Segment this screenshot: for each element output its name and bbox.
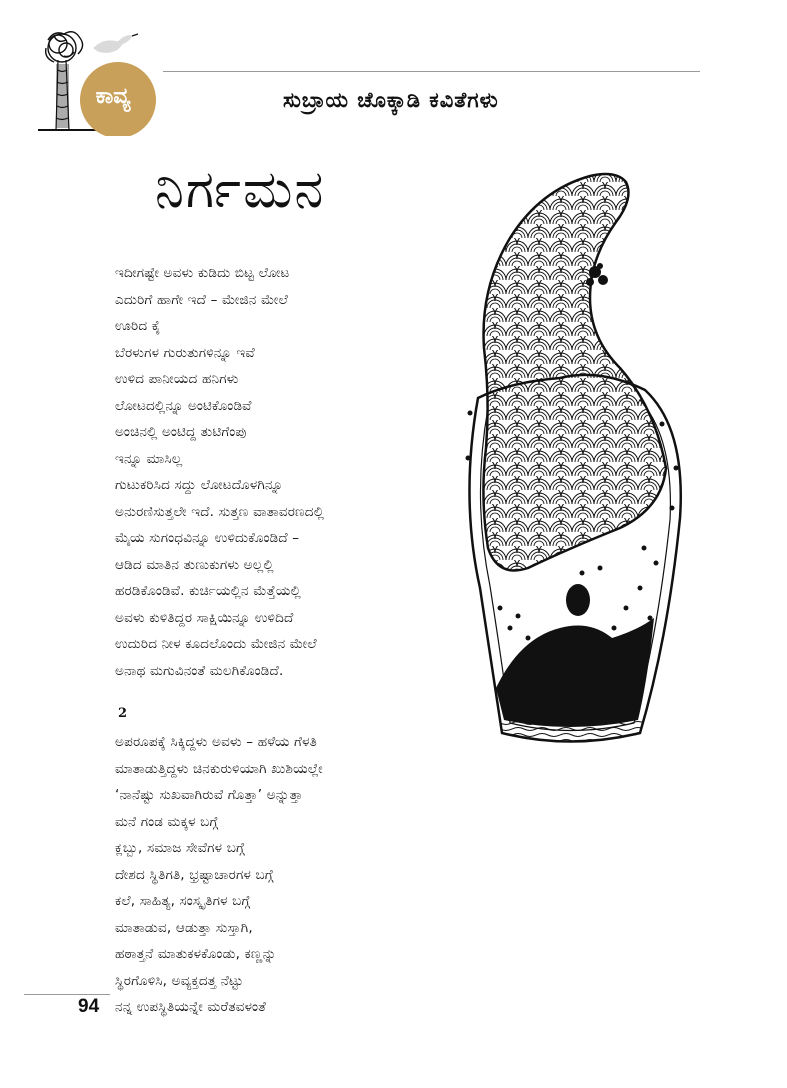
poem-line: ಎದುರಿಗೆ ಹಾಗೇ ಇದೆ – ಮೇಜಿನ ಮೇಲೆ <box>115 291 288 308</box>
poem-line: ದೇಶದ ಸ್ಥಿತಿಗತಿ, ಭ್ರಷ್ಟಾಚಾರಗಳ ಬಗ್ಗೆ <box>115 866 274 883</box>
poem-line: ಲೋಟದಲ್ಲಿನ್ನೂ ಅಂಟಿಕೊಂಡಿವೆ <box>115 397 252 414</box>
poem-line: ‘ನಾನೆಷ್ಟು ಸುಖವಾಗಿರುವೆ ಗೊತ್ತಾ’ ಅನ್ನುತ್ತಾ <box>115 787 303 803</box>
header-divider <box>163 71 700 72</box>
tree-bird-logo-icon <box>36 26 164 136</box>
kavya-logo <box>36 26 164 136</box>
poem-line: ಅಪರೂಪಕ್ಕೆ ಸಿಕ್ಕಿದ್ದಳು ಅವಳು – ಹಳೆಯ ಗೆಳತಿ <box>115 734 317 750</box>
poem-line: ಊರಿದ ಕೈ <box>115 318 161 334</box>
poem-line: ಉದುರಿದ ನೀಳ ಕೂದಲೊಂದು ಮೇಜಿನ ಮೇಲೆ <box>115 636 317 652</box>
poem-line: ಆಡಿದ ಮಾತಿನ ತುಣುಕುಗಳು ಅಲ್ಲಲ್ಲಿ <box>115 556 274 573</box>
poem-title: ನಿರ್ಗಮನ <box>155 160 326 220</box>
poem-line: ಗುಟುಕರಿಸಿದ ಸದ್ದು ಲೋಟದೊಳಗಿನ್ನೂ <box>115 477 284 493</box>
poem-line: ಹಠಾತ್ತನೆ ಮಾತುಕಳಕೊಂಡು, ಕಣ್ಣನ್ನು <box>115 946 277 962</box>
poem-line: ಅನಾಥ ಮಗುವಿನಂತೆ ಮಲಗಿಕೊಂಡಿದೆ. <box>115 662 284 679</box>
poem-line: ಕ್ಲಬ್ಬು, ಸಮಾಜ ಸೇವೆಗಳ ಬಗ್ಗೆ <box>115 840 245 856</box>
poem-line: ನನ್ನ ಉಪಸ್ಥಿತಿಯನ್ನೇ ಮರೆತವಳಂತೆ <box>115 999 267 1015</box>
poem-line: ಸ್ಥಿರಗೊಳಿಸಿ, ಅವ್ಯಕ್ತದತ್ತ ನೆಟ್ಟು <box>115 972 244 989</box>
poem-line: ಅವಳು ಕುಳಿತಿದ್ದರ ಸಾಕ್ಷಿಯಿನ್ನೂ ಉಳಿದಿದೆ <box>115 609 294 626</box>
poem-line: ಅಂಚಿನಲ್ಲಿ ಅಂಟಿದ್ದ ತುಟಿಗೆಂಪು <box>115 424 247 440</box>
poem-line: ಅನುರಣಿಸುತ್ತಲೇ ಇದೆ. ಸುತ್ತಣ ವಾತಾವರಣದಲ್ಲಿ <box>115 503 325 520</box>
poem-section-1 <box>115 260 324 684</box>
poem-line: ಕಲೆ, ಸಾಹಿತ್ಯ, ಸಂಸ್ಕೃತಿಗಳ ಬಗ್ಗೆ <box>115 893 251 909</box>
poem-line: ಬೆರಳುಗಳ ಗುರುತುಗಳಿನ್ನೂ ಇವೆ <box>115 344 255 361</box>
section-number: 2 <box>118 706 128 721</box>
poem-section-2 <box>115 729 323 1021</box>
logo-text: ಕಾವ್ಯ <box>95 84 131 109</box>
poem-line: ಇದೀಗಷ್ಟೇ ಅವಳು ಕುಡಿದು ಬಿಟ್ಟ ಲೋಟ <box>115 265 290 281</box>
poem-line: ಮೈಯ ಸುಗಂಧವಿನ್ನೂ ಉಳಿದುಕೊಂಡಿದೆ – <box>115 530 300 546</box>
poem-line: ಮಾತಾಡುವ, ಆಡುತ್ತಾ ಸುಸ್ತಾಗಿ, <box>115 919 253 936</box>
patterned-vase-illustration <box>440 168 695 753</box>
book-title: ಸುಬ್ರಾಯ ಚೊಕ್ಕಾಡಿ ಕವಿತೆಗಳು <box>283 88 499 112</box>
poem-line: ಇನ್ನೂ ಮಾಸಿಲ್ಲ <box>115 450 183 467</box>
poem-line: ಮಾತಾಡುತ್ತಿದ್ದಳು ಚಿನಕುರುಳಿಯಾಗಿ ಖುಶಿಯಲ್ಲೇ <box>115 760 323 777</box>
poem-line: ಹರಡಿಕೊಂಡಿವೆ. ಕುರ್ಚಿಯಲ್ಲಿನ ಮೆತ್ತೆಯಲ್ಲಿ <box>115 583 301 599</box>
page-number: 94 <box>78 996 100 1017</box>
poem-line: ಉಳಿದ ಪಾನೀಯದ ಹನಿಗಳು <box>115 371 239 387</box>
poem-line: ಮನೆ ಗಂಡ ಮಕ್ಕಳ ಬಗ್ಗೆ <box>115 813 219 830</box>
footer-divider <box>24 994 110 995</box>
